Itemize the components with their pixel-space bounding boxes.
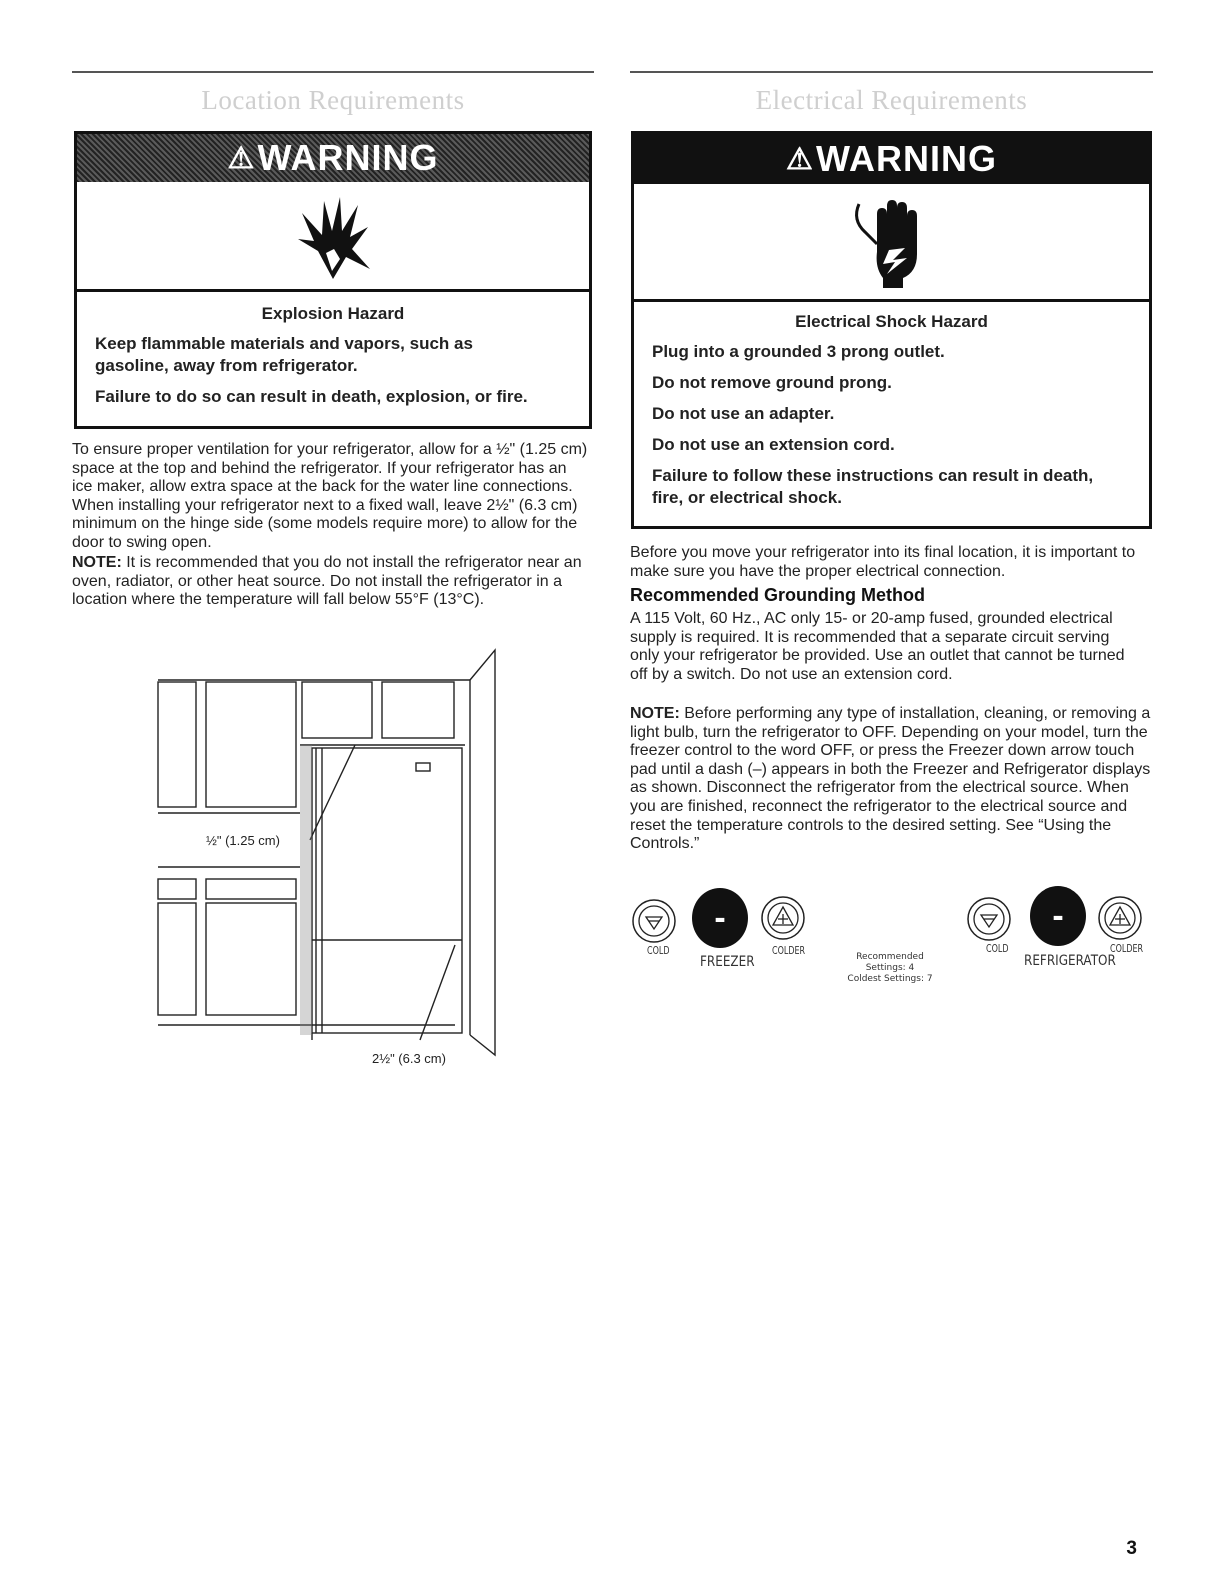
- warning-line: Do not remove ground prong.: [652, 373, 892, 392]
- hazard-title: Explosion Hazard: [261, 304, 405, 323]
- hazard-title: Electrical Shock Hazard: [795, 312, 988, 331]
- shock-warning-box: [631, 131, 1152, 529]
- warning-line: Keep flammable materials and vapors, such as gasoline, away from refrigerator.: [95, 334, 473, 375]
- installation-diagram: [150, 645, 510, 1070]
- warning-triangle-icon: ⚠: [786, 142, 814, 176]
- freezer-display: [692, 888, 748, 948]
- electrical-section-title: Electrical Requirements: [755, 85, 1028, 115]
- refrigerator-cold-label: COLD: [986, 942, 1009, 955]
- grounding-subheading: Recommended Grounding Method: [630, 585, 925, 605]
- warning-line: Failure to do so can result in death, explosion, or fire.: [95, 387, 528, 406]
- freezer-display-value: -: [714, 898, 726, 937]
- explosion-symbol-area: [77, 182, 589, 292]
- note-text: It is recommended that you do not install the refrigerator near an oven, radiator, or other heat source. Do not install the refrigerator in a location where the temperature will fall below 55°F (13°C).: [72, 554, 582, 609]
- side-clearance-label: 2½" (6.3 cm): [372, 1051, 446, 1066]
- explosion-icon: [288, 191, 378, 281]
- freezer-up-button-icon[interactable]: [760, 895, 806, 941]
- freezer-cold-label: COLD: [647, 944, 670, 957]
- note-label: NOTE:: [630, 705, 680, 722]
- connection-paragraph: Before you move your refrigerator into its final location, it is important to make sure you have the proper electrical connection.: [630, 544, 1136, 580]
- recommended-settings-text: Recommended Settings: 4: [856, 952, 924, 973]
- refrigerator-colder-label: COLDER: [1110, 942, 1144, 955]
- warning-line: Do not use an extension cord.: [652, 435, 895, 454]
- warning-line: Failure to follow these instructions can result in death, fire, or electrical shock.: [652, 466, 1094, 507]
- warning-header: [77, 134, 589, 182]
- right-top-rule: [630, 71, 1153, 73]
- freezer-down-button-icon[interactable]: [631, 898, 677, 944]
- warning-triangle-icon: ⚠: [227, 141, 256, 175]
- warning-line: Plug into a grounded 3 prong outlet.: [652, 342, 945, 361]
- note-text: Before performing any type of installation, cleaning, or removing a light bulb, turn the refrigerator to OFF. Depending on your model, turn the freezer control to the word OFF, or press the Freezer down arrow touch pad until a dash (–) appears in both the Freezer and Refrigerator displays as shown. Disconnect the refrigerator from the electrical source. When you are finished, reconnect the refrigerator to the electrical source and reset the temperature controls to the desired setting. See “Using the Controls.”: [630, 705, 1151, 853]
- warning-header: [634, 134, 1149, 184]
- electrical-note: [630, 705, 1152, 854]
- page-number: 3: [1126, 1538, 1137, 1559]
- refrigerator-up-button-icon[interactable]: [1097, 895, 1143, 941]
- coldest-settings-text: Coldest Settings: 7: [847, 974, 933, 984]
- warning-label: WARNING: [815, 138, 997, 179]
- note-label: NOTE:: [72, 554, 122, 571]
- location-note: [72, 554, 588, 610]
- recommended-settings: [835, 952, 945, 985]
- warning-label: WARNING: [257, 137, 439, 178]
- left-top-rule: [72, 71, 594, 73]
- grounding-paragraph: A 115 Volt, 60 Hz., AC only 15- or 20-amp fused, grounded electrical supply is required. It is recommended that a separate circuit serving only your refrigerator be provided. Use an outlet that cannot be turned off by a switch. Do not use an extension cord.: [630, 610, 1125, 683]
- explosion-warning-box: [74, 131, 592, 429]
- electric-shock-hand-icon: [847, 192, 937, 292]
- freezer-label: FREEZER: [700, 952, 755, 970]
- refrigerator-display: [1030, 886, 1086, 946]
- location-section-title: Location Requirements: [201, 85, 465, 115]
- refrigerator-down-button-icon[interactable]: [966, 896, 1012, 942]
- refrigerator-label: REFRIGERATOR: [1024, 951, 1116, 969]
- warning-line: Do not use an adapter.: [652, 404, 835, 423]
- freezer-colder-label: COLDER: [772, 944, 806, 957]
- top-clearance-label: ½" (1.25 cm): [206, 833, 280, 848]
- ventilation-paragraph: To ensure proper ventilation for your refrigerator, allow for a ½" (1.25 cm) space at the top and behind the refrigerator. If your refrigerator has an ice maker, allow extra space at the back for the water line connections. When installing your refrigerator next to a fixed wall, leave 2½" (6.3 cm) minimum on the hinge side (some models require more) to allow for the door to swing open.: [72, 441, 588, 551]
- refrigerator-display-value: -: [1052, 896, 1064, 935]
- shock-symbol-area: [634, 184, 1149, 302]
